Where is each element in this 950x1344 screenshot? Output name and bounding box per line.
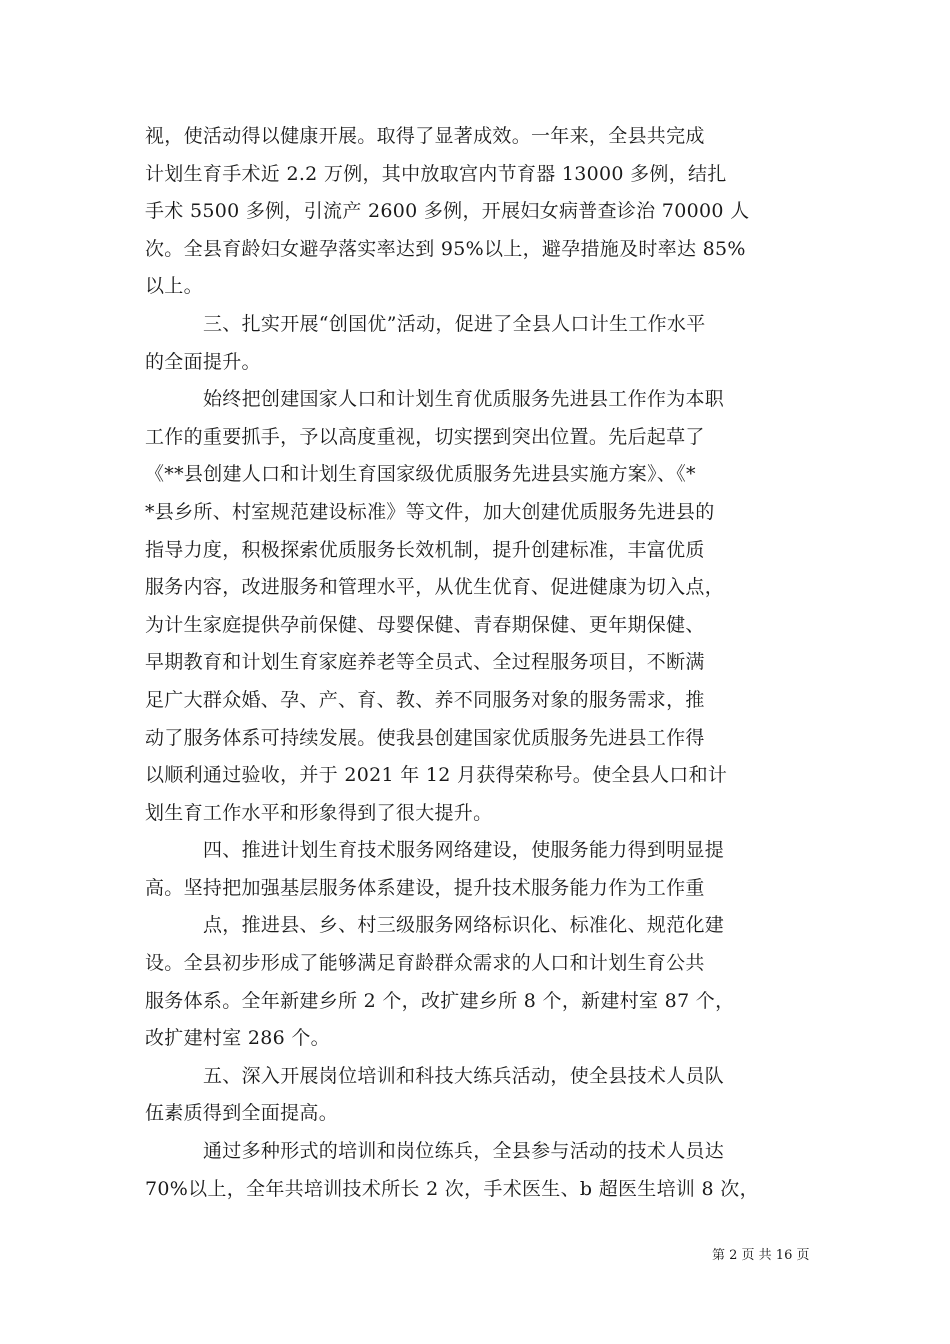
text-line: 点，推进县、乡、村三级服务网络标识化、标准化、规范化建 — [203, 914, 725, 937]
text-line: 70%以上，全年共培训技术所长 2 次，手术医生、b 超医生培训 8 次， — [145, 1177, 759, 1200]
section-heading-3: 三、扎实开展“创国优”活动，促进了全县人口计生工作水平 — [203, 312, 706, 335]
text-line: 指导力度，积极探索优质服务长效机制，提升创建标准，丰富优质 — [145, 538, 705, 561]
text-line: 通过多种形式的培训和岗位练兵，全县参与活动的技术人员达 — [203, 1140, 725, 1163]
text-line: 动了服务体系可持续发展。使我县创建国家优质服务先进县工作得 — [145, 726, 705, 749]
text-line: 早期教育和计划生育家庭养老等全员式、全过程服务项目，不断满 — [145, 651, 705, 674]
text-line: 次。全县育龄妇女避孕落实率达到 95%以上，避孕措施及时率达 85% — [145, 237, 746, 260]
text-line: 改扩建村室 286 个。 — [145, 1027, 330, 1050]
text-line: 以上。 — [145, 275, 203, 298]
text-line: 足广大群众婚、孕、产、育、教、养不同服务对象的服务需求，推 — [145, 688, 705, 711]
text-line: 高。坚持把加强基层服务体系建设，提升技术服务能力作为工作重 — [145, 876, 705, 899]
text-line: 工作的重要抓手，予以高度重视，切实摆到突出位置。先后起草了 — [145, 425, 705, 448]
text-line: 以顺利通过验收，并于 2021 年 12 月获得荣称号。使全县人口和计 — [145, 764, 728, 787]
text-line: 计划生育手术近 2.2 万例，其中放取宫内节育器 13000 多例，结扎 — [145, 162, 727, 185]
text-line: 视，使活动得以健康开展。取得了显著成效。一年来，全县共完成 — [145, 125, 705, 147]
text-line: 划生育工作水平和形象得到了很大提升。 — [145, 801, 493, 824]
text-line: 《**县创建人口和计划生育国家级优质服务先进县实施方案》、《* — [145, 463, 696, 486]
section-heading-4: 四、推进计划生育技术服务网络建设，使服务能力得到明显提 — [203, 839, 725, 862]
text-line: 为计生家庭提供孕前保健、母婴保健、青春期保健、更年期保健、 — [145, 613, 705, 636]
text-line: 设。全县初步形成了能够满足育龄群众需求的人口和计划生育公共 — [145, 952, 705, 975]
page-number-footer: 第 2 页 共 16 页 — [712, 1248, 810, 1263]
text-line: 手术 5500 多例，引流产 2600 多例，开展妇女病普查诊治 70000 人 — [145, 200, 750, 223]
text-line: 服务体系。全年新建乡所 2 个，改扩建乡所 8 个，新建村室 87 个， — [145, 989, 735, 1012]
section-heading-5: 五、深入开展岗位培训和科技大练兵活动，使全县技术人员队 — [203, 1064, 725, 1087]
text-line: 服务内容，改进服务和管理水平，从优生优育、促进健康为切入点， — [145, 576, 725, 599]
text-line: 的全面提升。 — [145, 350, 261, 373]
document-body — [145, 118, 815, 1208]
text-line: *县乡所、村室规范建设标准》等文件，加大创建优质服务先进县的 — [145, 500, 715, 523]
text-line: 始终把创建国家人口和计划生育优质服务先进县工作作为本职 — [203, 388, 725, 411]
text-line: 伍素质得到全面提高。 — [145, 1102, 339, 1125]
